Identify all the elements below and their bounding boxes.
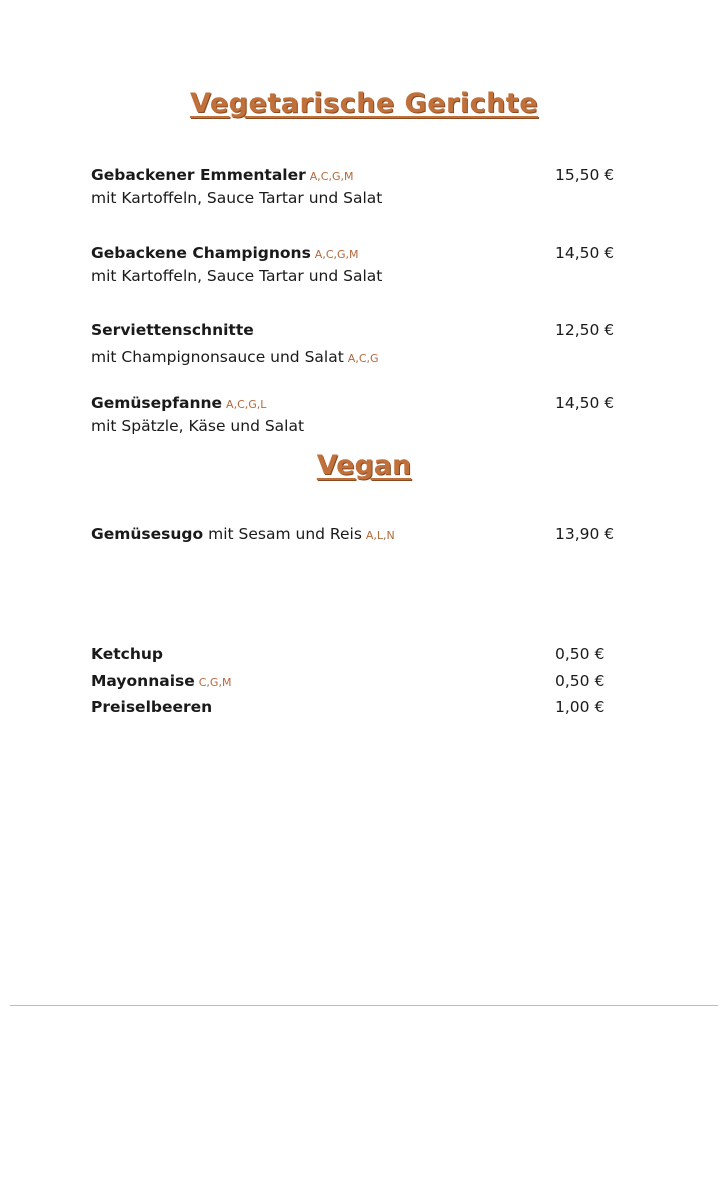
menu-item [91,525,616,543]
item-price: 0,50 € [555,645,605,663]
item-description: mit Champignonsauce und Salat [91,348,344,366]
menu-item [91,394,616,435]
item-name: Gebackene Champignons [91,244,311,262]
item-name: Gemüsesugo [91,525,204,543]
menu-item [91,321,616,366]
item-price: 15,50 € [555,166,615,184]
extra-item [91,645,616,663]
item-name: Ketchup [91,645,164,663]
allergen-codes: A,C,G,M [314,248,359,261]
item-price: 1,00 € [555,698,605,716]
item-description: mit Kartoffeln, Sauce Tartar und Salat [91,189,383,207]
extra-item [91,672,616,690]
section-title-vegetarian: Vegetarische Gerichte [189,88,539,119]
item-name-suffix: mit Sesam und Reis [208,525,362,543]
item-price: 13,90 € [555,525,615,543]
item-name: Gemüsepfanne [91,394,223,412]
menu-item [91,244,616,285]
item-name: Preiselbeeren [91,698,213,716]
item-description: mit Spätzle, Käse und Salat [91,417,305,435]
allergen-codes: A,C,G [347,352,379,365]
item-price: 14,50 € [555,244,615,262]
allergen-codes: A,C,G,M [309,170,354,183]
allergen-codes: C,G,M [198,676,232,689]
item-name: Gebackener Emmentaler [91,166,306,184]
menu-item [91,166,616,207]
item-price: 14,50 € [555,394,615,412]
section-title-vegan: Vegan [316,450,412,481]
item-price: 0,50 € [555,672,605,690]
page-edge-divider [10,1005,718,1006]
allergen-codes: A,C,G,L [226,398,267,411]
item-price: 12,50 € [555,321,615,339]
item-name: Mayonnaise [91,672,195,690]
extra-item [91,698,616,716]
item-name: Serviettenschnitte [91,321,254,339]
allergen-codes: A,L,N [365,529,395,542]
item-description: mit Kartoffeln, Sauce Tartar und Salat [91,267,383,285]
